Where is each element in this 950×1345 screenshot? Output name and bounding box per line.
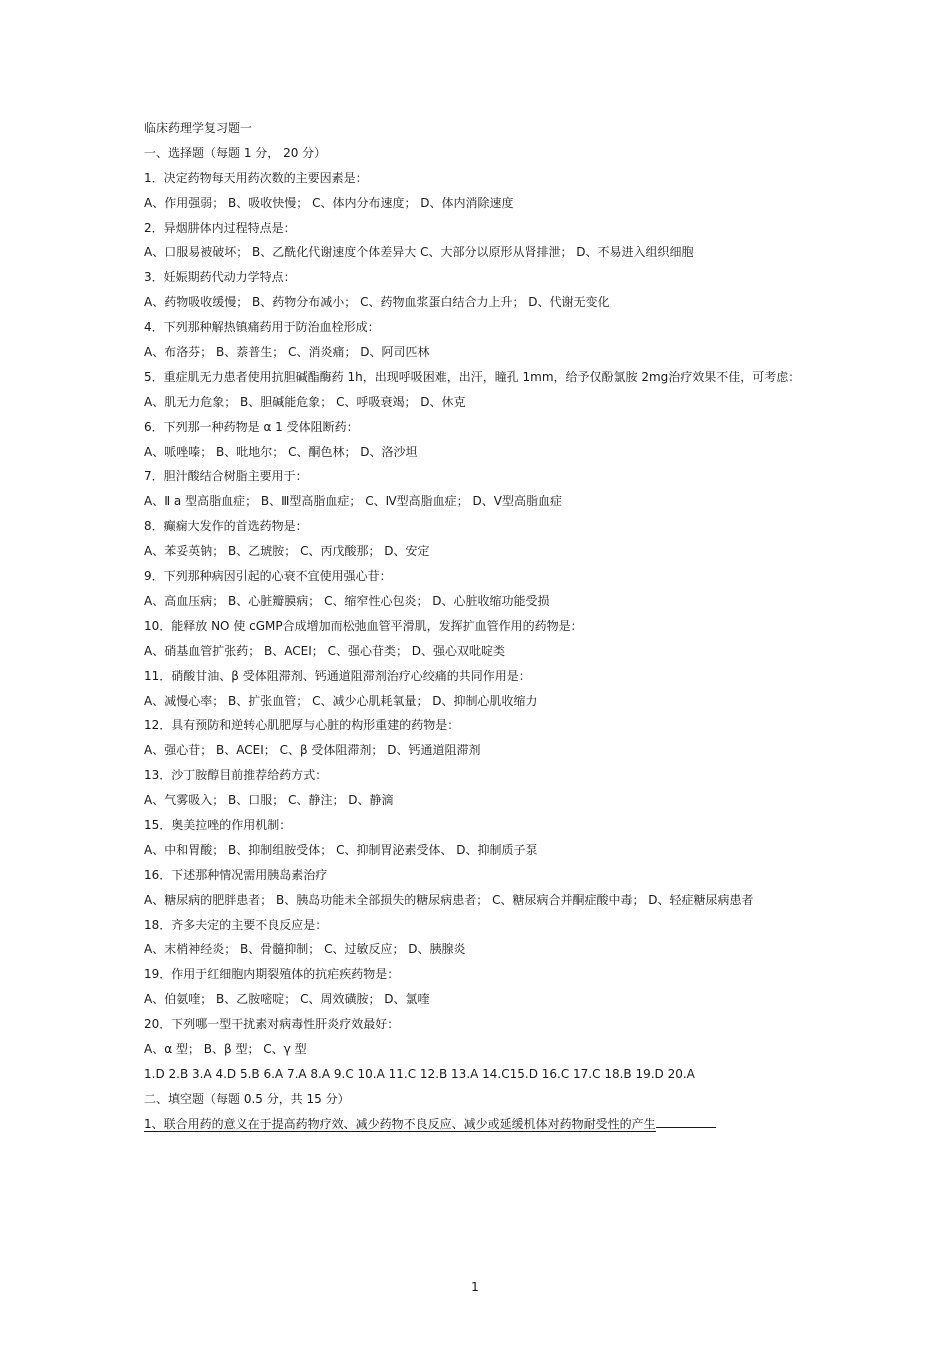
page-number: 1 <box>471 1280 479 1294</box>
question-line: 16．下述那种情况需用胰岛素治疗 <box>144 867 328 882</box>
fill-item <box>144 1112 804 1137</box>
question-line: 15．奥美拉唑的作用机制： <box>144 817 292 832</box>
section-heading-choice: 一、选择题（每题 1 分， 20 分） <box>144 145 327 160</box>
options-line: A、哌唑嗪； B、吡地尔； C、酮色林； D、洛沙坦 <box>144 444 418 459</box>
document-title: 临床药理学复习题一 <box>144 121 253 135</box>
options-line: A、硝基血管扩张药； B、ACEI； C、强心苷类； D、强心双吡啶类 <box>144 643 506 658</box>
options-line: A、糖尿病的肥胖患者； B、胰岛功能未全部损失的糖尿病患者； C、糖尿病合并酮症酸中毒； D、轻症糖尿病患者 <box>144 892 754 907</box>
question-line: 13．沙丁胺醇目前推荐给药方式： <box>144 768 328 783</box>
question-line: 11．硝酸甘油、β 受体阻滞剂、钙通道阻滞剂治疗心绞痛的共同作用是： <box>144 668 531 683</box>
options-line: A、高血压病； B、心脏瓣膜病； C、缩窄性心包炎； D、心脏收缩功能受损 <box>144 593 550 608</box>
answer-blank <box>656 1117 716 1128</box>
question-line: 2．异烟肼体内过程特点是： <box>144 220 296 235</box>
options-line: A、减慢心率； B、扩张血管； C、减少心肌耗氧量； D、抑制心肌收缩力 <box>144 693 538 708</box>
question-line: 7．胆汁酸结合树脂主要用于： <box>144 469 308 484</box>
question-line: 10．能释放 NO 使 cGMP合成增加而松弛血管平滑肌，发挥扩血管作用的药物是： <box>144 618 583 633</box>
options-line: A、肌无力危象； B、胆碱能危象； C、呼吸衰竭； D、休克 <box>144 394 466 409</box>
question-line: 6．下列那一种药物是 α 1 受体阻断药： <box>144 419 359 434</box>
options-line: A、α 型； B、β 型； C、γ 型 <box>144 1041 307 1056</box>
question-line: 4．下列那种解热镇痛药用于防治血栓形成： <box>144 320 380 335</box>
question-line: 18．齐多夫定的主要不良反应是： <box>144 917 328 932</box>
options-line: A、伯氨喹； B、乙胺嘧啶； C、周效磺胺； D、氯喹 <box>144 992 430 1007</box>
options-line: A、气雾吸入； B、口服； C、静注； D、静滴 <box>144 793 394 808</box>
section-heading-fill: 二、填空题（每题 0.5 分，共 15 分） <box>144 1091 350 1106</box>
options-line: A、作用强弱； B、吸收快慢； C、体内分布速度； D、体内消除速度 <box>144 195 514 210</box>
options-line: A、中和胃酸； B、抑制组胺受体； C、抑制胃泌素受体、 D、抑制质子泵 <box>144 842 538 857</box>
answer-key: 1.D 2.B 3.A 4.D 5.B 6.A 7.A 8.A 9.C 10.A 11.C 12.B 13.A 14.C15.D 16.C 17.C 18.B 19.D 20.A <box>144 1066 695 1081</box>
options-line: A、布洛芬； B、萘普生； C、消炎痛； D、阿司匹林 <box>144 345 430 360</box>
fill-item-text: 1、联合用药的意义在于提高药物疗效、减少药物不良反应、减少或延缓机体对药物耐受性的产生 <box>144 1116 656 1131</box>
question-line: 12．具有预防和逆转心肌肥厚与心脏的构形重建的药物是： <box>144 718 460 733</box>
question-line: 20．下列哪一型干扰素对病毒性肝炎疗效最好： <box>144 1017 400 1032</box>
question-line: 3．妊娠期药代动力学特点： <box>144 270 296 285</box>
question-line: 19．作用于红细胞内期裂殖体的抗疟疾药物是： <box>144 967 400 982</box>
options-line: A、末梢神经炎； B、骨髓抑制； C、过敏反应； D、胰腺炎 <box>144 942 466 957</box>
options-line: A、口服易被破坏； B、乙酰化代谢速度个体差异大 C、大部分以原形从肾排泄； D、不易进入组织细胞 <box>144 245 694 260</box>
question-line: 9．下列那种病因引起的心衰不宜使用强心苷： <box>144 569 392 584</box>
options-line: A、苯妥英钠； B、乙琥胺； C、丙戊酸那； D、安定 <box>144 544 430 559</box>
options-line: A、强心苷； B、ACEI； C、β 受体阻滞剂； D、钙通道阻滞剂 <box>144 743 481 758</box>
question-line: 1．决定药物每天用药次数的主要因素是： <box>144 170 368 185</box>
question-line: 5．重症肌无力患者使用抗胆碱酯酶药 1h，出现呼吸困难，出汗，瞳孔 1mm，给予仅酚氯胺 2mg治疗效果不佳，可考虑： <box>144 369 801 384</box>
document-body <box>144 116 804 1137</box>
options-line: A、药物吸收缓慢； B、药物分布减小； C、药物血浆蛋白结合力上升； D、代谢无变化 <box>144 295 610 310</box>
question-line: 8．癫痫大发作的首选药物是： <box>144 519 308 534</box>
options-line: A、Ⅱ a 型高脂血症； B、Ⅲ型高脂血症； C、Ⅳ型高脂血症； D、Ⅴ型高脂血症 <box>144 494 562 509</box>
